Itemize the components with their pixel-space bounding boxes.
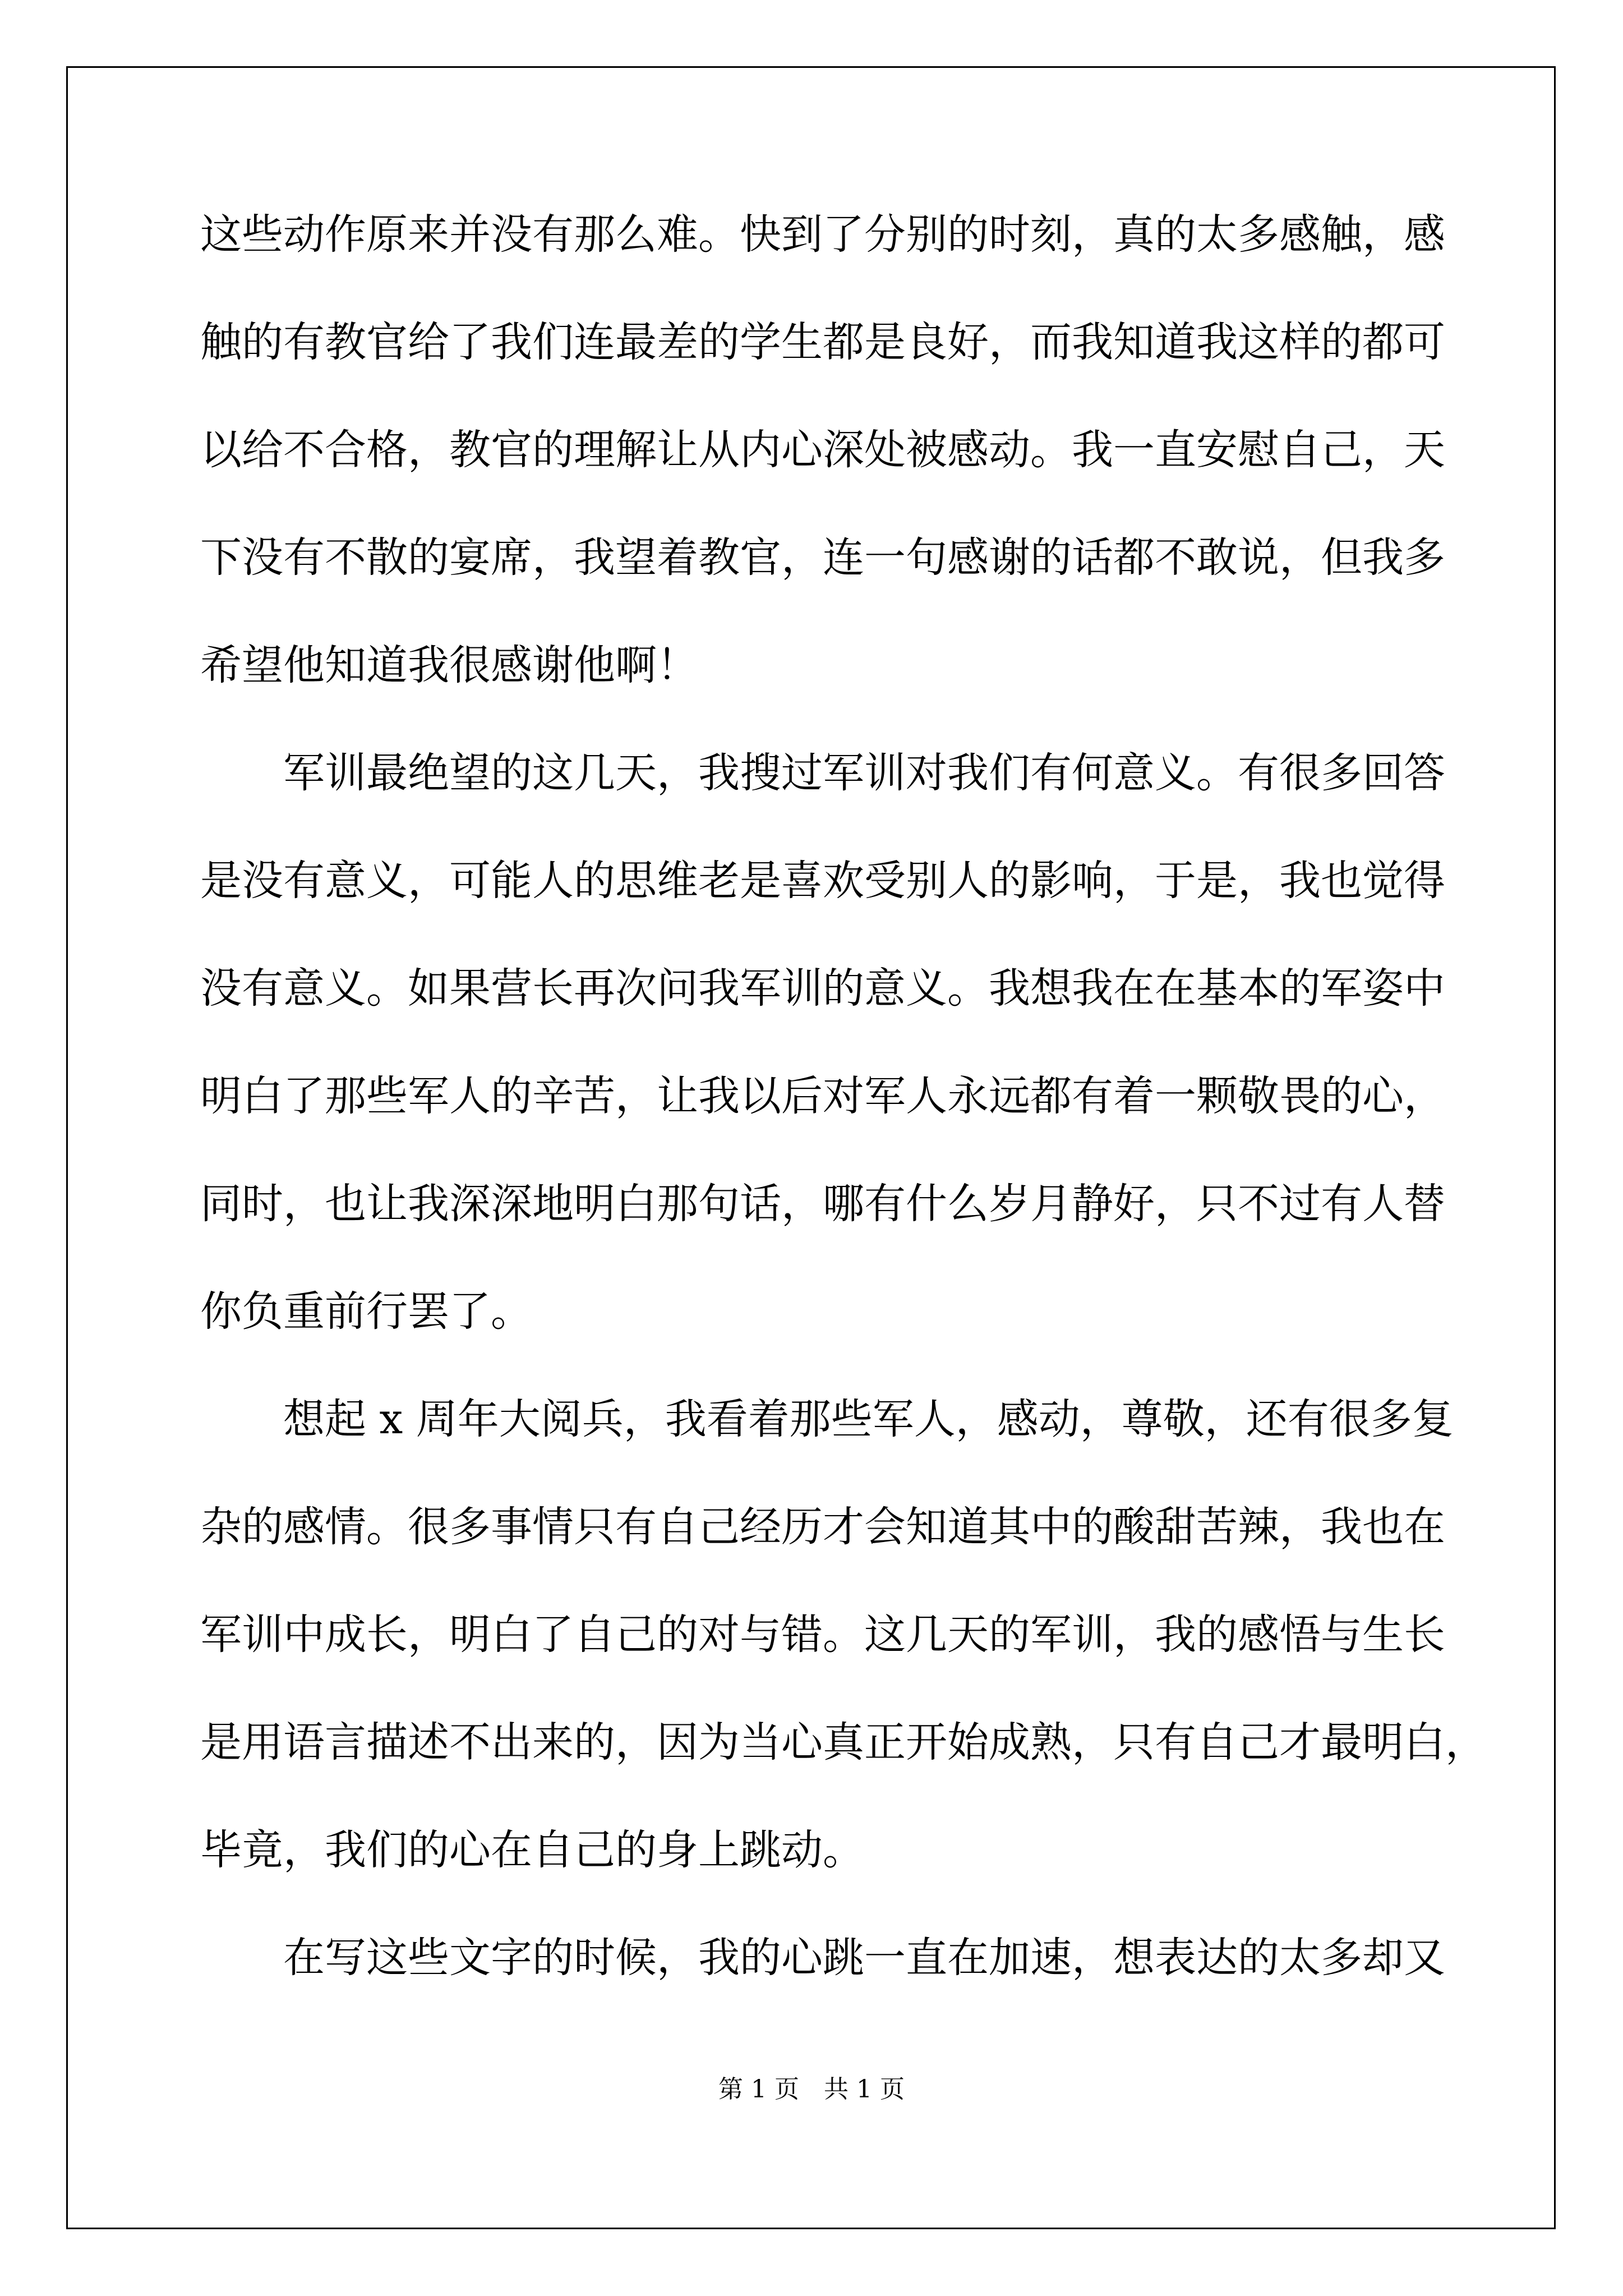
text-line: 以给不合格，教官的理解让从内心深处被感动。我一直安慰自己，天 — [200, 426, 1445, 474]
text-line: 下没有不散的宴席，我望着教官，连一句感谢的话都不敢说，但我多 — [200, 533, 1445, 582]
text-line: 触的有教官给了我们连最差的学生都是良好，而我知道我这样的都可 — [200, 318, 1445, 366]
text-line: 这些动作原来并没有那么难。快到了分别的时刻，真的太多感触，感 — [200, 210, 1445, 259]
text-line: 明白了那些军人的辛苦，让我以后对军人永远都有着一颗敬畏的心， — [200, 1072, 1445, 1120]
page-border — [66, 66, 1556, 2229]
paragraph-first-line: 在写这些文字的时候，我的心跳一直在加速，想表达的太多却又 — [283, 1934, 1445, 1982]
paragraph-first-line: 军训最绝望的这几天，我搜过军训对我们有何意义。有很多回答 — [283, 749, 1445, 797]
text-line: 是没有意义，可能人的思维老是喜欢受别人的影响，于是，我也觉得 — [200, 857, 1445, 905]
text-line: 是用语言描述不出来的，因为当心真正开始成熟，只有自己才最明白， — [200, 1718, 1487, 1766]
text-line: 杂的感情。很多事情只有自己经历才会知道其中的酸甜苦辣，我也在 — [200, 1503, 1445, 1551]
text-line: 希望他知道我很感谢他啊！ — [200, 641, 698, 689]
page-number-footer: 第 1 页 共 1 页 — [718, 2075, 905, 2104]
paragraph-first-line: 想起 x 周年大阅兵，我看着那些军人，感动，尊敬，还有很多复 — [283, 1395, 1454, 1443]
text-line: 你负重前行罢了。 — [200, 1287, 532, 1336]
text-line: 没有意义。如果营长再次问我军训的意义。我想我在在基本的军姿中 — [200, 964, 1445, 1013]
text-line: 同时，也让我深深地明白那句话，哪有什么岁月静好，只不过有人替 — [200, 1180, 1445, 1228]
text-line: 毕竟，我们的心在自己的身上跳动。 — [200, 1826, 864, 1874]
text-line: 军训中成长，明白了自己的对与错。这几天的军训，我的感悟与生长 — [200, 1611, 1445, 1659]
